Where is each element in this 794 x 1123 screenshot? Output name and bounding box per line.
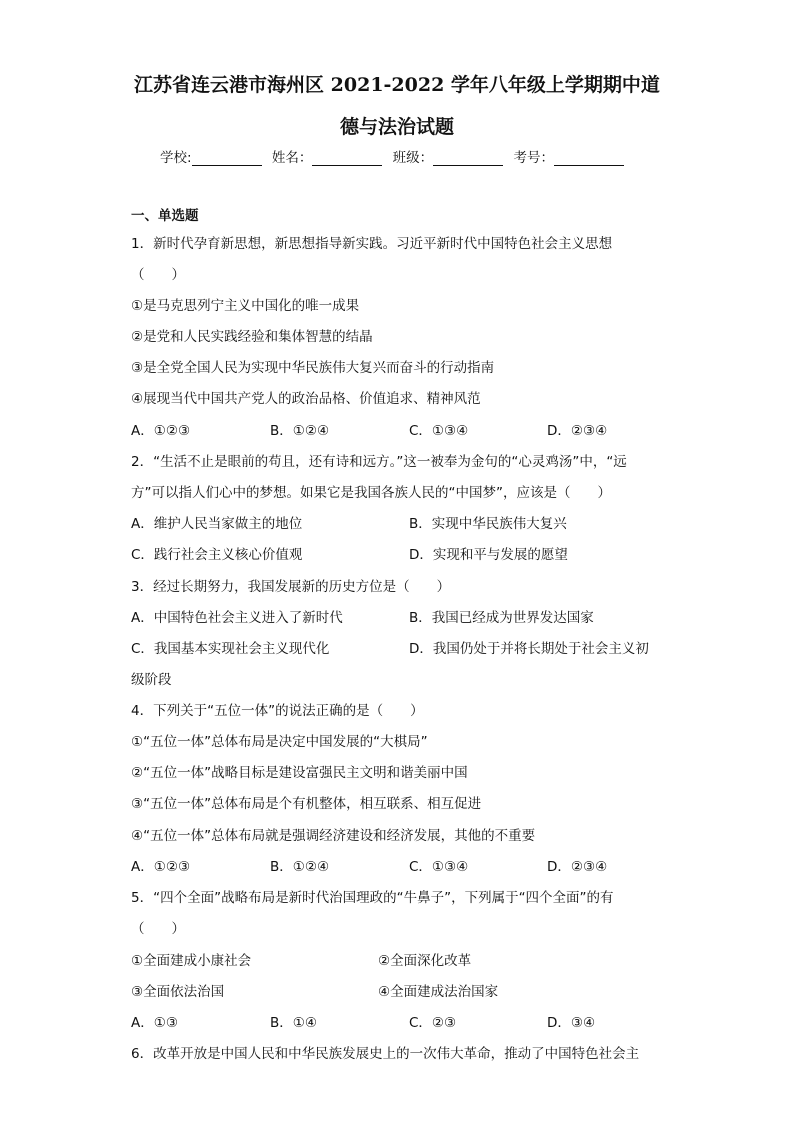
q3-option-c[interactable]: C．我国基本实现社会主义现代化 [131, 641, 330, 657]
q1-option-d[interactable]: D．②③④ [547, 423, 608, 439]
q5-option-c[interactable]: C．②③ [409, 1015, 457, 1031]
q2-stem-line1: 2．“生活不止是眼前的苟且，还有诗和远方。”这一被奉为金句的“心灵鸡汤”中，“远 [131, 454, 627, 470]
q5-statement-4: ④全面建成法治国家 [378, 984, 499, 1000]
class-blank[interactable] [433, 151, 503, 166]
q4-statement-1: ①“五位一体”总体布局是决定中国发展的“大棋局” [131, 734, 428, 750]
q1-stem-line1: 1．新时代孕育新思想，新思想指导新实践。习近平新时代中国特色社会主义思想 [131, 236, 613, 252]
q4-option-b[interactable]: B．①②④ [270, 859, 330, 875]
q4-option-a[interactable]: A．①②③ [131, 859, 191, 875]
school-blank[interactable] [192, 151, 262, 166]
q2-option-b[interactable]: B．实现中华民族伟大复兴 [409, 516, 567, 532]
q3-option-b[interactable]: B．我国已经成为世界发达国家 [409, 610, 594, 626]
name-label: 姓名： [271, 150, 313, 166]
q1-stem-line2: （ ） [131, 267, 185, 283]
q3-stem: 3．经过长期努力，我国发展新的历史方位是（ ） [131, 579, 451, 595]
q6-stem-line1: 6．改革开放是中国人民和中华民族发展史上的一次伟大革命，推动了中国特色社会主 [131, 1046, 640, 1062]
q5-option-b[interactable]: B．①④ [270, 1015, 317, 1031]
q4-option-c[interactable]: C．①③④ [409, 859, 469, 875]
q1-option-a[interactable]: A．①②③ [131, 423, 191, 439]
q5-statement-1: ①全面建成小康社会 [131, 953, 252, 969]
student-info-row [160, 146, 630, 166]
q3-option-d[interactable]: D．我国仍处于并将长期处于社会主义初 [409, 641, 649, 657]
q4-statement-4: ④“五位一体”总体布局就是强调经济建设和经济发展，其他的不重要 [131, 828, 536, 844]
q1-statement-2: ②是党和人民实践经验和集体智慧的结晶 [131, 329, 373, 345]
number-label: 考号： [513, 150, 554, 166]
page-title-line2: 德与法治试题 [339, 116, 454, 138]
name-blank[interactable] [312, 151, 382, 166]
class-label: 班级： [392, 150, 434, 166]
q4-option-d[interactable]: D．②③④ [547, 859, 608, 875]
q5-stem-line1: 5．“四个全面”战略布局是新时代治国理政的“牛鼻子”，下列属于“四个全面”的有 [131, 890, 614, 906]
q1-option-c[interactable]: C．①③④ [409, 423, 469, 439]
section-heading: 一、单选题 [131, 208, 199, 224]
q5-statement-2: ②全面深化改革 [378, 953, 472, 969]
q4-statement-2: ②“五位一体”战略目标是建设富强民主文明和谐美丽中国 [131, 765, 468, 781]
q1-statement-3: ③是全党全国人民为实现中华民族伟大复兴而奋斗的行动指南 [131, 360, 495, 376]
q1-statement-4: ④展现当代中国共产党人的政治品格、价值追求、精神风范 [131, 391, 481, 407]
q2-option-c[interactable]: C．践行社会主义核心价值观 [131, 547, 303, 563]
q5-stem-line2: （ ） [131, 921, 185, 937]
q4-statement-3: ③“五位一体”总体布局是个有机整体，相互联系、相互促进 [131, 796, 482, 812]
q1-statement-1: ①是马克思列宁主义中国化的唯一成果 [131, 298, 360, 314]
page-title-line1: 江苏省连云港市海州区 2021-2022 学年八年级上学期期中道 [134, 74, 660, 96]
q5-statement-3: ③全面依法治国 [131, 984, 225, 1000]
q1-option-b[interactable]: B．①②④ [270, 423, 330, 439]
q4-stem: 4．下列关于“五位一体”的说法正确的是（ ） [131, 703, 424, 719]
q5-option-a[interactable]: A．①③ [131, 1015, 178, 1031]
q3-option-a[interactable]: A．中国特色社会主义进入了新时代 [131, 610, 343, 626]
q2-option-d[interactable]: D．实现和平与发展的愿望 [409, 547, 568, 563]
q2-stem-line2: 方”可以指人们心中的梦想。如果它是我国各族人民的“中国梦”，应该是（ ） [131, 485, 611, 501]
q3-option-d-continued: 级阶段 [131, 672, 172, 688]
q5-option-d[interactable]: D．③④ [547, 1015, 596, 1031]
q2-option-a[interactable]: A．维护人民当家做主的地位 [131, 516, 303, 532]
school-label: 学校: [160, 150, 192, 166]
number-blank[interactable] [554, 151, 624, 166]
